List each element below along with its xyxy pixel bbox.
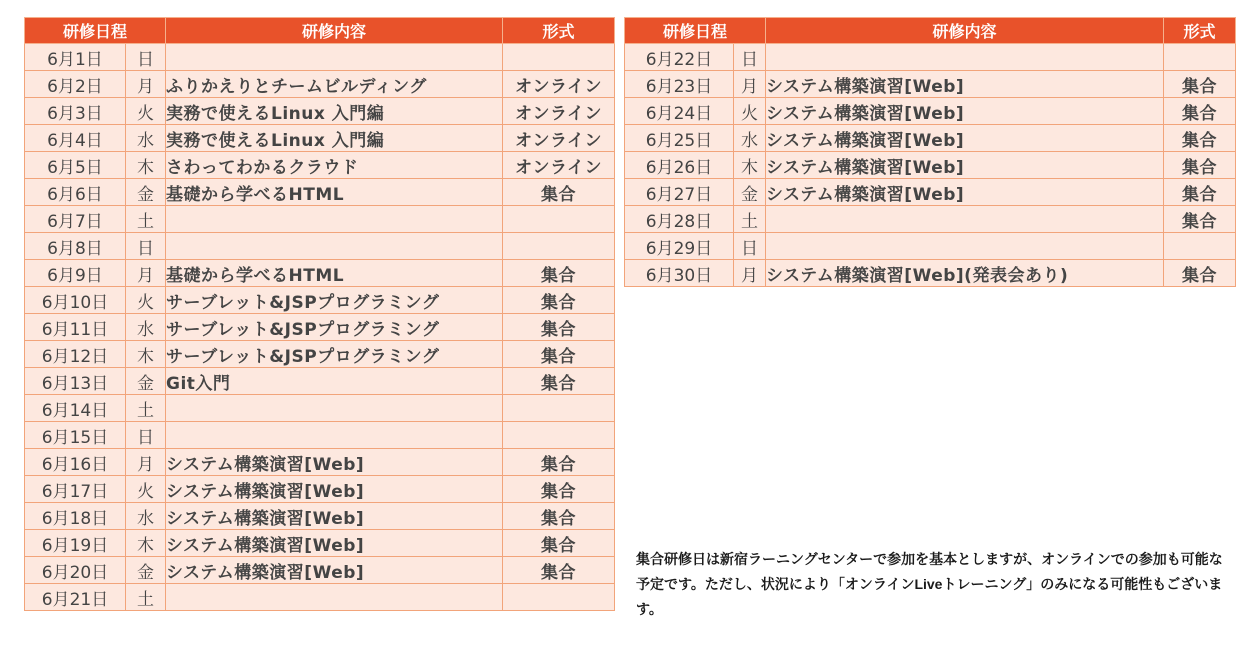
- row-content: システム構築演習[Web]: [166, 503, 503, 530]
- row-content: さわってわかるクラウド: [166, 152, 503, 179]
- row-day: 日: [734, 233, 766, 260]
- row-content: システム構築演習[Web]: [166, 476, 503, 503]
- row-day: 日: [126, 44, 166, 71]
- row-date: 6月22日: [625, 44, 734, 71]
- table-row: [25, 71, 615, 98]
- table-row: [25, 557, 615, 584]
- row-format: [503, 206, 615, 233]
- row-day: 月: [734, 260, 766, 287]
- row-day: 日: [126, 422, 166, 449]
- row-day: 木: [734, 152, 766, 179]
- row-format: [503, 233, 615, 260]
- row-format: オンライン: [503, 125, 615, 152]
- table-row: [25, 233, 615, 260]
- row-format: [1164, 233, 1236, 260]
- row-content: [166, 206, 503, 233]
- row-day: 日: [734, 44, 766, 71]
- row-content: [166, 44, 503, 71]
- row-date: 6月20日: [25, 557, 126, 584]
- row-date: 6月13日: [25, 368, 126, 395]
- row-day: 月: [126, 260, 166, 287]
- row-date: 6月4日: [25, 125, 126, 152]
- row-format: 集合: [1164, 98, 1236, 125]
- row-day: 金: [126, 368, 166, 395]
- table-header-row: [25, 18, 615, 44]
- row-format: 集合: [503, 530, 615, 557]
- row-date: 6月24日: [625, 98, 734, 125]
- row-date: 6月26日: [625, 152, 734, 179]
- row-format: 集合: [1164, 260, 1236, 287]
- table-row: [25, 584, 615, 611]
- row-content: システム構築演習[Web]: [766, 179, 1164, 206]
- table-row: [625, 233, 1236, 260]
- row-format: [503, 395, 615, 422]
- row-format: 集合: [503, 314, 615, 341]
- schedule-table-left: [24, 17, 615, 611]
- row-date: 6月23日: [625, 71, 734, 98]
- row-content: [766, 233, 1164, 260]
- row-date: 6月27日: [625, 179, 734, 206]
- row-content: システム構築演習[Web]: [766, 125, 1164, 152]
- row-content: システム構築演習[Web]: [166, 557, 503, 584]
- table-row: [25, 449, 615, 476]
- row-content: サーブレット&JSPプログラミング: [166, 341, 503, 368]
- row-format: [503, 44, 615, 71]
- row-day: 木: [126, 152, 166, 179]
- table-row: [25, 368, 615, 395]
- row-day: 土: [734, 206, 766, 233]
- row-format: [503, 422, 615, 449]
- row-day: 火: [126, 287, 166, 314]
- row-content: サーブレット&JSPプログラミング: [166, 314, 503, 341]
- table-row: [25, 152, 615, 179]
- row-day: 火: [734, 98, 766, 125]
- table-row: [25, 395, 615, 422]
- table-row: [625, 125, 1236, 152]
- row-date: 6月5日: [25, 152, 126, 179]
- row-format: 集合: [1164, 206, 1236, 233]
- table-row: [25, 341, 615, 368]
- schedule-table-right: [624, 17, 1236, 287]
- table-row: [25, 287, 615, 314]
- row-day: 土: [126, 584, 166, 611]
- row-date: 6月16日: [25, 449, 126, 476]
- row-content: [166, 233, 503, 260]
- row-day: 月: [126, 449, 166, 476]
- row-day: 月: [126, 71, 166, 98]
- row-day: 火: [126, 476, 166, 503]
- table-row: [25, 44, 615, 71]
- row-content: 基礎から学べるHTML: [166, 260, 503, 287]
- header-content: 研修内容: [766, 18, 1164, 44]
- table-row: [25, 125, 615, 152]
- header-date: 研修日程: [625, 18, 766, 44]
- row-day: 金: [734, 179, 766, 206]
- table-row: [625, 44, 1236, 71]
- table-row: [625, 152, 1236, 179]
- row-content: システム構築演習[Web](発表会あり): [766, 260, 1164, 287]
- row-date: 6月30日: [625, 260, 734, 287]
- header-format: 形式: [1164, 18, 1236, 44]
- row-date: 6月10日: [25, 287, 126, 314]
- row-format: 集合: [1164, 125, 1236, 152]
- row-format: 集合: [503, 476, 615, 503]
- row-date: 6月2日: [25, 71, 126, 98]
- table-row: [625, 98, 1236, 125]
- row-day: 水: [126, 314, 166, 341]
- table-row: [25, 530, 615, 557]
- header-format: 形式: [503, 18, 615, 44]
- row-date: 6月17日: [25, 476, 126, 503]
- row-date: 6月12日: [25, 341, 126, 368]
- row-format: 集合: [503, 449, 615, 476]
- row-content: システム構築演習[Web]: [766, 98, 1164, 125]
- row-format: 集合: [503, 368, 615, 395]
- row-format: 集合: [503, 503, 615, 530]
- row-content: 実務で使えるLinux 入門編: [166, 125, 503, 152]
- row-content: 実務で使えるLinux 入門編: [166, 98, 503, 125]
- row-date: 6月19日: [25, 530, 126, 557]
- row-date: 6月21日: [25, 584, 126, 611]
- table-row: [25, 314, 615, 341]
- table-row: [25, 206, 615, 233]
- row-format: 集合: [503, 557, 615, 584]
- row-content: [766, 206, 1164, 233]
- row-format: 集合: [503, 179, 615, 206]
- row-content: システム構築演習[Web]: [766, 152, 1164, 179]
- row-date: 6月28日: [625, 206, 734, 233]
- row-day: 土: [126, 395, 166, 422]
- table-row: [625, 179, 1236, 206]
- row-content: 基礎から学べるHTML: [166, 179, 503, 206]
- row-date: 6月3日: [25, 98, 126, 125]
- row-content: サーブレット&JSPプログラミング: [166, 287, 503, 314]
- row-date: 6月6日: [25, 179, 126, 206]
- row-date: 6月9日: [25, 260, 126, 287]
- row-day: 木: [126, 530, 166, 557]
- venue-note: 集合研修日は新宿ラーニングセンターで参加を基本としますが、オンラインでの参加も可能な予定です。ただし、状況により「オンラインLiveトレーニング」のみになる可能性もございます。: [636, 551, 1223, 617]
- table-row: [25, 260, 615, 287]
- row-date: 6月14日: [25, 395, 126, 422]
- table-header-row: [625, 18, 1236, 44]
- row-day: 水: [126, 503, 166, 530]
- row-content: ふりかえりとチームビルディング: [166, 71, 503, 98]
- row-day: 火: [126, 98, 166, 125]
- table-row: [25, 179, 615, 206]
- header-date: 研修日程: [25, 18, 166, 44]
- header-content: 研修内容: [166, 18, 503, 44]
- row-format: オンライン: [503, 71, 615, 98]
- row-format: [503, 584, 615, 611]
- row-content: [166, 584, 503, 611]
- row-format: 集合: [503, 260, 615, 287]
- row-format: [1164, 44, 1236, 71]
- row-content: [766, 44, 1164, 71]
- row-content: [166, 395, 503, 422]
- row-format: 集合: [1164, 152, 1236, 179]
- row-format: オンライン: [503, 98, 615, 125]
- row-format: オンライン: [503, 152, 615, 179]
- table-row: [25, 98, 615, 125]
- row-format: 集合: [503, 341, 615, 368]
- row-day: 土: [126, 206, 166, 233]
- row-day: 日: [126, 233, 166, 260]
- row-day: 木: [126, 341, 166, 368]
- row-day: 金: [126, 557, 166, 584]
- row-date: 6月25日: [625, 125, 734, 152]
- row-day: 水: [734, 125, 766, 152]
- row-format: 集合: [1164, 179, 1236, 206]
- row-date: 6月8日: [25, 233, 126, 260]
- table-row: [625, 206, 1236, 233]
- table-row: [25, 476, 615, 503]
- row-content: [166, 422, 503, 449]
- row-date: 6月7日: [25, 206, 126, 233]
- row-date: 6月15日: [25, 422, 126, 449]
- row-day: 月: [734, 71, 766, 98]
- row-date: 6月1日: [25, 44, 126, 71]
- schedule-body-right: [625, 44, 1236, 287]
- row-day: 金: [126, 179, 166, 206]
- row-date: 6月29日: [625, 233, 734, 260]
- row-format: 集合: [1164, 71, 1236, 98]
- row-content: システム構築演習[Web]: [166, 530, 503, 557]
- schedule-body-left: [25, 44, 615, 611]
- row-content: Git入門: [166, 368, 503, 395]
- table-row: [625, 260, 1236, 287]
- table-row: [625, 71, 1236, 98]
- row-format: 集合: [503, 287, 615, 314]
- table-row: [25, 503, 615, 530]
- row-content: システム構築演習[Web]: [166, 449, 503, 476]
- table-row: [25, 422, 615, 449]
- row-content: システム構築演習[Web]: [766, 71, 1164, 98]
- row-date: 6月11日: [25, 314, 126, 341]
- row-day: 水: [126, 125, 166, 152]
- row-date: 6月18日: [25, 503, 126, 530]
